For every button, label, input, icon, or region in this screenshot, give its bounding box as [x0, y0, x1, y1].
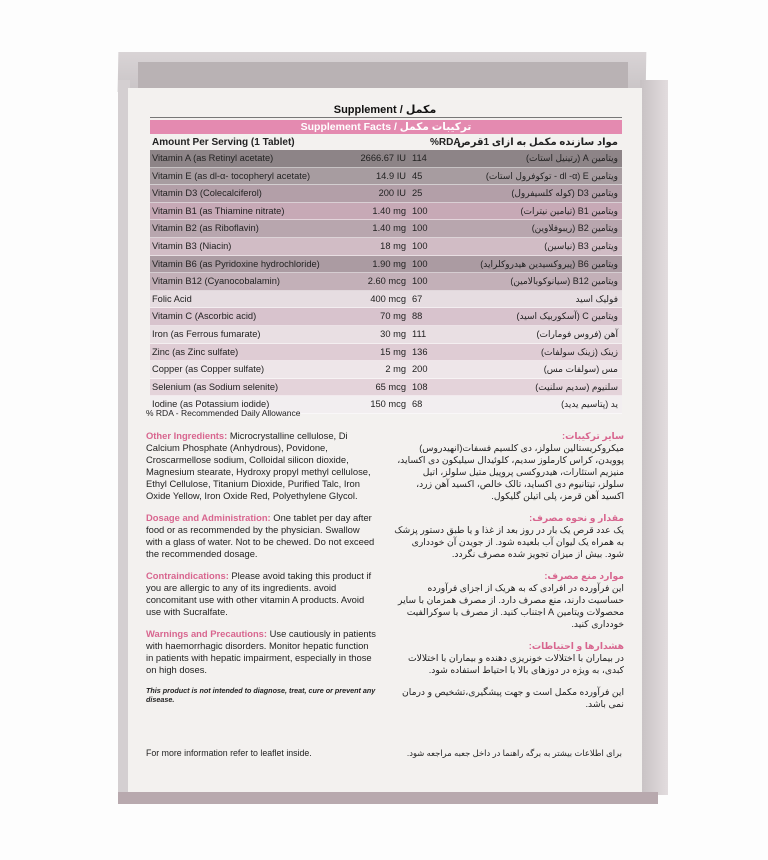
- nutrient-amount: 30 mg: [380, 328, 406, 339]
- nutrient-name: Copper (as Copper sulfate): [152, 364, 265, 375]
- persian-contra-section: [394, 570, 624, 630]
- nutrient-name-persian: ویتامین B6 (پیروکسیدین هیدروکلراید): [480, 258, 618, 269]
- other-ingredients-text: Microcrystalline cellulose, Di Calcium Phosphate (Anhydrous), Povidone, Croscarmellose sodium, Colloidal silicon dioxide, Magnesium stearate, Hydroxy propyl methyl cellulose, Ethyl Cellulose, Titanium Dioxide, Purified Talc, Iron Oxide Yellow, Iron Oxide Red, Polyethylene Glycol.: [146, 430, 371, 501]
- nutrient-name-persian: ید (پتاسیم یدید): [561, 399, 618, 410]
- persian-warnings-label: هشدارها و احتیاطات:: [528, 641, 624, 651]
- nutrient-rda: 25: [412, 188, 423, 199]
- nutrient-amount: 2 mg: [385, 364, 406, 375]
- nutrient-name-persian: ویتامین B2 (ریبوفلاوین): [531, 223, 618, 234]
- persian-other-text: میکروکریستالین سلولز، دی کلسیم فسفات(انهیدروس) پوویدن، کراس کارملوز سدیم، کلوئیدال سیلیکون دی اکساید، منیزیم استئارات، هیدروکسی پروپیل متیل سلولز، اتیل سلولز، تیتانیوم دی اکساید، تالک خالص، اکسید آهن زرد، اکسید آهن قرمز، پلی اتیلن گلیکول.: [397, 443, 624, 501]
- warnings-section: [146, 628, 378, 676]
- nutrient-amount: 150 mcg: [370, 399, 406, 410]
- nutrient-rda: 111: [412, 328, 427, 339]
- persian-warnings-text: در بیماران با اختلالات خونریزی دهنده و بیماران با اختلالات کبدی، به ویژه در دوزهای بالا با احتیاط استفاده شود.: [408, 653, 624, 675]
- nutrient-amount: 200 IU: [378, 188, 406, 199]
- supplement-facts-bar: Supplement Facts / ترکیبات مکمل: [150, 120, 622, 134]
- persian-info-column: [394, 430, 624, 720]
- nutrient-rda: 68: [412, 399, 423, 410]
- nutrient-name: Iron (as Ferrous fumarate): [152, 328, 261, 339]
- nutrient-rda: 100: [412, 276, 428, 287]
- facts-row: [150, 203, 622, 221]
- nutrient-rda: 100: [412, 223, 428, 234]
- more-info-persian: برای اطلاعات بیشتر به برگه راهنما در داخل جعبه مراجعه شود.: [406, 748, 622, 758]
- warnings-text: Use cautiously in patients with haemorrhagic disorders. Monitor hepatic function in patients with hepatic impairment, especially in those on high doses.: [146, 628, 376, 675]
- facts-row: [150, 273, 622, 291]
- nutrient-amount: 1.40 mg: [372, 205, 406, 216]
- nutrient-rda: 114: [412, 153, 427, 163]
- supplement-facts-table: [150, 150, 622, 414]
- nutrient-name-persian: فولیک اسید: [575, 293, 618, 304]
- nutrient-amount: 15 mg: [380, 346, 406, 357]
- nutrient-rda: 108: [412, 381, 428, 392]
- persian-other-label: سایر ترکیبات:: [562, 431, 624, 441]
- persian-dosage-section: [394, 512, 624, 560]
- nutrient-amount: 14.9 IU: [376, 170, 406, 181]
- nutrient-rda: 100: [412, 258, 428, 269]
- facts-row: [150, 326, 622, 344]
- nutrient-name-persian: ویتامین B1 (تیامین نیترات): [520, 205, 618, 216]
- nutrient-name-persian: آهن (فروس فومارات): [536, 328, 618, 339]
- nutrient-name-persian: ویتامین B3 (نیاسین): [544, 240, 618, 251]
- facts-row: [150, 379, 622, 397]
- nutrient-name-persian: ویتامین C (آسکوربیک اسید): [516, 311, 618, 322]
- nutrient-name-persian: سلنیوم (سدیم سلنیت): [535, 381, 618, 392]
- nutrient-name-persian: مس (سولفات مس): [543, 364, 618, 375]
- box-right-side: [640, 80, 668, 795]
- contraindications-label: Contraindications:: [146, 570, 229, 581]
- nutrient-amount: 18 mg: [380, 240, 406, 251]
- title-divider: [150, 117, 622, 118]
- nutrient-name: Selenium (as Sodium selenite): [152, 381, 279, 392]
- facts-row: [150, 220, 622, 238]
- nutrient-rda: 88: [412, 311, 423, 322]
- nutrient-amount: 70 mg: [380, 311, 406, 322]
- dosage-text: One tablet per day after food or as recommended by the physician. Swallow with a glass of water. Not to be chewed. Do not exceed the recommended dosage.: [146, 512, 375, 559]
- facts-row: [150, 291, 622, 309]
- nutrient-name: Vitamin B2 (as Riboflavin): [152, 223, 259, 234]
- nutrient-name-persian: ویتامین E (dl -α - توکوفرول استات): [485, 170, 618, 181]
- persian-note-text: این فرآورده مکمل است و جهت پیشگیری،تشخیص و درمان نمی باشد.: [402, 687, 624, 709]
- persian-contra-text: این فرآورده در افرادی که به هریک از اجزای فرآورده حساسیت دارند، منع مصرف دارد. از مصرف همزمان با سایر محصولات ویتامین A اجتناب کنید. از مصرف با سوکرالفیت خودداری کنید.: [398, 583, 624, 629]
- dosage-section: [146, 512, 378, 560]
- other-ingredients-section: [146, 430, 378, 502]
- persian-contra-label: موارد منع مصرف:: [544, 571, 624, 581]
- dosage-label: Dosage and Administration:: [146, 512, 271, 523]
- disclaimer: This product is not intended to diagnose, treat, cure or prevent any disease.: [146, 686, 376, 704]
- nutrient-name-persian: ویتامین D3 (کوله کلسیفرول): [511, 188, 618, 199]
- nutrient-amount: 1.90 mg: [372, 258, 406, 269]
- nutrient-name: Vitamin D3 (Colecalciferol): [152, 188, 262, 199]
- nutrient-rda: 100: [412, 240, 428, 251]
- nutrient-name: Vitamin A (as Retinyl acetate): [152, 153, 274, 163]
- nutrient-name-persian: ویتامین B12 (سیانوکوبالامین): [510, 276, 618, 287]
- facts-row: [150, 308, 622, 326]
- facts-row: [150, 185, 622, 203]
- rda-note: % RDA - Recommended Daily Allowance: [146, 408, 301, 418]
- facts-row: [150, 344, 622, 362]
- warnings-label: Warnings and Precautions:: [146, 628, 268, 639]
- nutrient-rda: 100: [412, 205, 428, 216]
- nutrient-name: Zinc (as Zinc sulfate): [152, 346, 239, 357]
- facts-row: [150, 168, 622, 186]
- facts-row: [150, 150, 622, 168]
- facts-row: [150, 361, 622, 379]
- more-info-english: For more information refer to leaflet inside.: [146, 748, 312, 758]
- nutrient-amount: 1.40 mg: [372, 223, 406, 234]
- nutrient-name: Iodine (as Potassium iodide): [152, 399, 270, 410]
- nutrient-name: Vitamin E (as dl-α- tocopheryl acetate): [152, 170, 311, 181]
- persian-dosage-label: مقدار و نحوه مصرف:: [529, 513, 624, 523]
- contraindications-text: Please avoid taking this product if you are allergic to any of its ingredients. avoid concomitant use with other vitamin A products. Avoid use with Sucralfate.: [146, 570, 372, 617]
- nutrient-amount: 2.60 mcg: [367, 276, 406, 287]
- nutrient-name-persian: ویتامین A (رتینیل استات): [525, 153, 618, 163]
- nutrient-name: Vitamin C (Ascorbic acid): [152, 311, 257, 322]
- nutrient-amount: 65 mcg: [375, 381, 406, 392]
- contraindications-section: [146, 570, 378, 618]
- persian-note-section: [394, 686, 624, 710]
- nutrient-name: Vitamin B3 (Niacin): [152, 240, 232, 251]
- nutrient-name: Vitamin B1 (as Thiamine nitrate): [152, 205, 285, 216]
- nutrient-rda: 200: [412, 364, 428, 375]
- box-back-panel: [128, 88, 642, 792]
- nutrient-name: Vitamin B12 (Cyanocobalamin): [152, 276, 280, 287]
- box-top-flap-shadow: [138, 62, 628, 90]
- persian-warnings-section: [394, 640, 624, 676]
- english-info-column: [146, 430, 378, 704]
- facts-header-row: [150, 135, 622, 150]
- rda-header: %RDA: [430, 137, 461, 148]
- nutrient-rda: 67: [412, 293, 423, 304]
- nutrient-name-persian: زینک (زینک سولفات): [541, 346, 618, 357]
- persian-other-section: [394, 430, 624, 502]
- nutrient-name: Folic Acid: [152, 293, 192, 304]
- persian-dosage-text: یک عدد قرص یک بار در روز بعد از غذا و یا طبق دستور پزشک به همراه یک لیوان آب بلعیده شود. از جویدن آن خودداری شود. بیش از میزان تجویز شده مصرف نگردد.: [394, 525, 624, 559]
- amount-header: Amount Per Serving (1 Tablet): [152, 137, 295, 148]
- facts-row: [150, 238, 622, 256]
- nutrient-name: Vitamin B6 (as Pyridoxine hydrochloride): [152, 258, 320, 269]
- nutrient-rda: 45: [412, 170, 423, 181]
- nutrient-amount: 2666.67 IU: [360, 153, 406, 163]
- persian-header: مواد سازنده مکمل به ازای 1قرص: [457, 137, 618, 148]
- other-ingredients-label: Other Ingredients:: [146, 430, 228, 441]
- box-bottom-edge: [118, 792, 658, 804]
- nutrient-amount: 400 mcg: [370, 293, 406, 304]
- supplement-title: Supplement / مکمل: [333, 104, 437, 116]
- nutrient-rda: 136: [412, 346, 428, 357]
- facts-row: [150, 256, 622, 274]
